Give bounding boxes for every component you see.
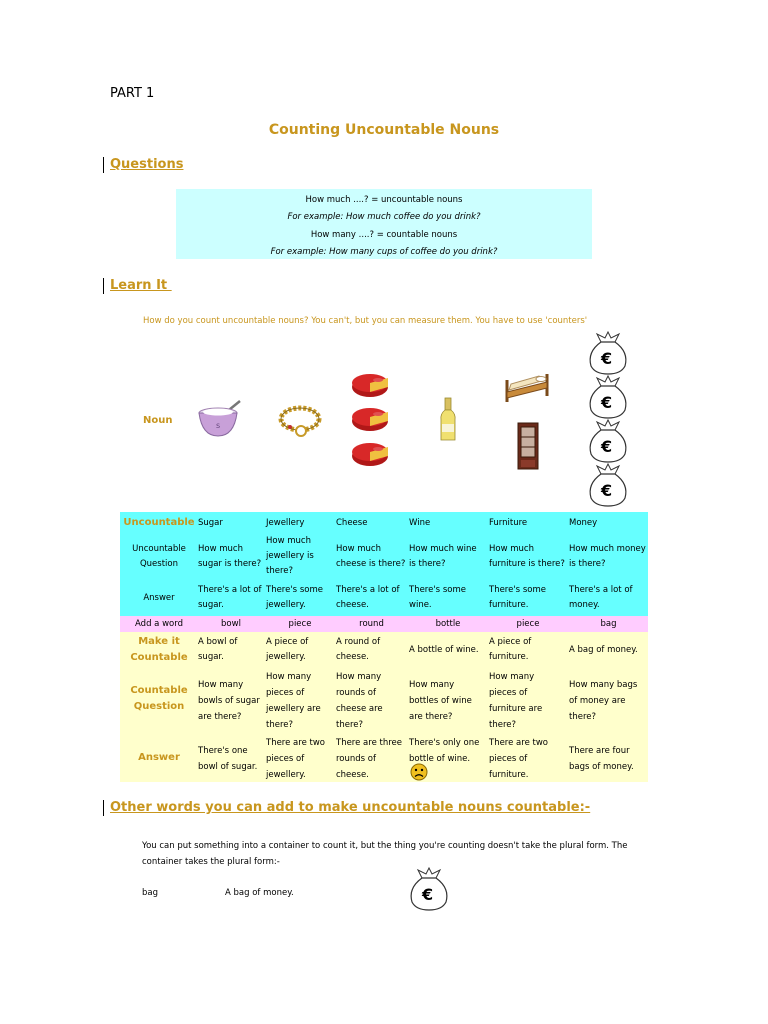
row-label-make-countable: Make it Countable [130,636,188,663]
example-counter-phrase: A bag of money. [225,888,294,898]
uq-money: How much money is there? [569,544,646,569]
cq-furniture: How many pieces of furniture are there? [489,672,543,730]
rule-uncountable: How much ....? = uncountable nouns [305,195,463,205]
svg-text:€: € [601,349,613,368]
svg-text:s: s [216,421,221,430]
answer-furniture: There's some furniture. [489,585,546,610]
noun-jewellery: Jewellery [266,518,305,528]
cq-wine: How many bottles of wine are there? [409,680,472,722]
counter-round: round [359,619,384,629]
countable-wine: A bottle of wine. [409,645,479,655]
noun-money: Money [569,518,598,528]
counter-bag: bag [600,619,617,629]
answer2-sugar: There's one bowl of sugar. [198,746,258,772]
uq-jewellery: How much jewellery is there? [266,536,314,576]
countable-money: A bag of money. [569,645,638,655]
cq-money: How many bags of money are there? [569,680,638,722]
answer2-jewellery: There are two pieces of jewellery. [266,738,325,780]
section-marker [103,800,104,816]
example-counter-word: bag [142,888,158,898]
example-countable: For example: How many cups of coffee do you drink? [270,247,498,257]
rule-countable: How many ....? = countable nouns [310,230,458,240]
uq-cheese: How much cheese is there? [336,544,406,569]
counter-piece: piece [288,619,312,629]
row-label-add-word: Add a word [135,619,183,629]
cq-cheese: How many rounds of cheese are there? [336,672,383,730]
other-words-heading: Other words you can add to make uncountable nouns countable:- [110,800,591,815]
noun-wine: Wine [409,518,431,528]
cq-jewellery: How many pieces of jewellery are there? [266,672,321,730]
svg-text:€: € [601,393,613,412]
countable-cheese: A round of cheese. [336,637,381,662]
uq-furniture: How much furniture is there? [489,544,565,569]
cq-sugar: How many bowls of sugar are there? [198,680,260,722]
noun-cheese: Cheese [336,518,368,528]
answer2-money: There are four bags of money. [569,746,634,772]
answer-wine: There's some wine. [409,585,466,610]
countable-sugar: A bowl of sugar. [198,637,238,662]
answer-sugar: There's a lot of sugar. [198,585,262,610]
questions-heading: Questions [110,157,184,172]
row-label-answer-countable: Answer [138,752,180,763]
answer2-furniture: There are two pieces of furniture. [489,738,548,780]
learn-intro: How do you count uncountable nouns? You can't, but you can measure them. You have to use 'counters' [143,316,588,326]
noun-label: Noun [143,415,173,426]
example-uncountable: For example: How much coffee do you drink? [287,212,481,222]
answer2-wine: There's only one bottle of wine. [409,738,480,764]
sad-face-icon [410,763,428,781]
money-bag-icon [406,866,452,912]
container-explanation: You can put something into a container to count it, but the thing you're counting doesn't take the plural form. The container takes the plural form:- [142,841,628,867]
noun-furniture: Furniture [489,518,528,528]
counter-bottle: bottle [435,619,461,629]
answer-cheese: There's a lot of cheese. [336,585,400,610]
uq-sugar: How much sugar is there? [198,544,262,569]
svg-text:€: € [422,885,434,904]
counter-piece-furniture: piece [516,619,540,629]
noun-sugar: Sugar [198,518,223,528]
answer-jewellery: There's some jewellery. [266,585,323,610]
learn-heading: Learn It [110,278,172,293]
answer-money: There's a lot of money. [569,585,633,610]
svg-text:€: € [601,481,613,500]
uq-wine: How much wine is there? [409,544,477,569]
svg-text:€: € [601,437,613,456]
document-title: Counting Uncountable Nouns [268,122,500,138]
row-label-uncountable-question: Uncountable Question [132,544,186,569]
row-label-answer: Answer [143,593,175,603]
row-label-uncountable: Uncountable [123,517,195,528]
countable-furniture: A piece of furniture. [489,637,532,662]
row-label-countable-question: Countable Question [130,685,188,712]
part-label: PART 1 [110,86,155,101]
countable-jewellery: A piece of jewellery. [266,637,309,662]
answer2-cheese: There are three rounds of cheese. [336,738,402,780]
counter-bowl: bowl [221,619,241,629]
